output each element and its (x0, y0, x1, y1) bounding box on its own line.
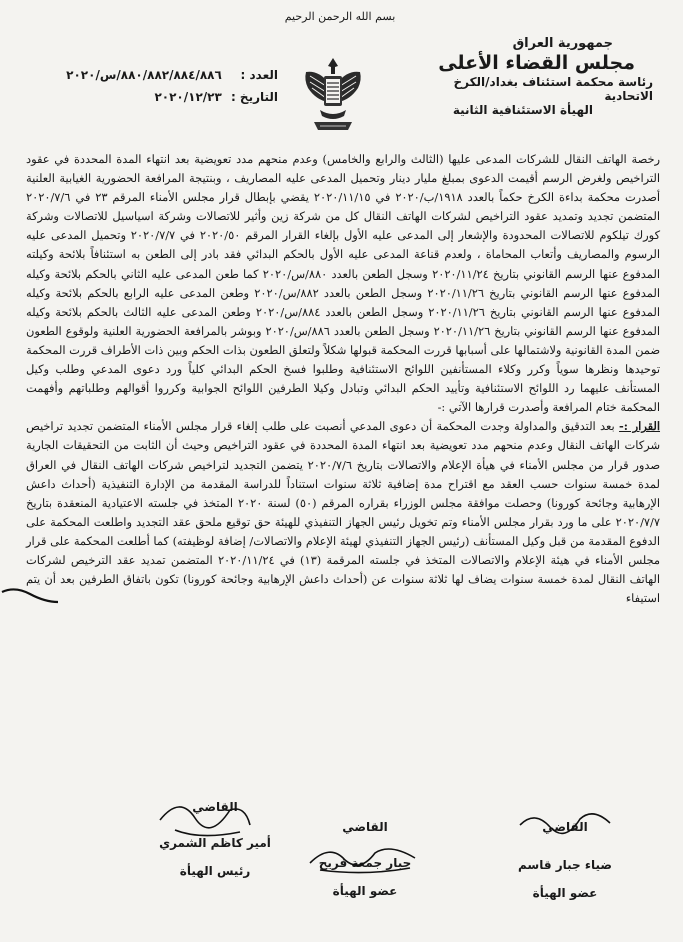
signature-name: جبار جمعة فريح (318, 856, 412, 870)
decision-text: بعد التدقيق والمداولة وجدت المحكمة أن دعوى المدعي أنصبت على طلب إلغاء قرار مجلس الأمناء المتضمن تجديد تراخيص شركات الهاتف النقال وعدم منحهم مدد تعويضية بعد انتهاء المدة المحددة في عقود التراخيص وحيث أن الثابت من التحقيقات الجارية صدور قرار من مجلس الأمناء في هيأة الإعلام والاتصالات بتاريخ ٢٠٢٠/٧/٦ يتضمن التجديد لتراخيص شركات الهاتف النقال في العراق لمدة خمسة سنوات حسب العقد مع اقتراح مدة إضافية ثلاثة سنوات استناداً للدراسة المقدمة من الإدارة التنفيذية (أحداث داعش الإرهابية وجائحة كورونا) وحصلت موافقة مجلس الوزراء بقراره المرقم (٥٠) لسنة ٢٠٢٠ المتخذ في جلسته الاعتيادية المنعقدة بتاريخ ٢٠٢٠/٧/٧ على ما ورد بقرار مجلس الأمناء وتم تخويل رئيس الجهاز التنفيذي للهيئة حق توقيع ملحق عقد التجديد واطلعت المحكمة على الدفوع المقدمة من قبل وكيل المستأنف (رئيس الجهاز التنفيذي لهيئة الإعلام والاتصالات/ إضافة لوظيفته) كما أطلعت المحكمة على قرار مجلس الأمناء في هيئة الإعلام والاتصالات المتخذ في جلسته المرقمة (١٣) في ٢٠٢٠/١١/٢٤ المتضمن تمديد عقد الترخيص لشركات الهاتف النقال لمدة خمسة سنوات يضاف لها ثلاثة سنوات عن (أحداث داعش الإرهابية وجائحة كورونا) تكون باتفاق الطرفين بعد أن يتم استيفاء (26, 419, 661, 606)
handwritten-signature-icon (305, 838, 425, 878)
basmala: بسم الله الرحمن الرحيم (284, 10, 396, 23)
signature-role: رئيس الهيأة (179, 864, 251, 878)
iraq-eagle-emblem-icon (298, 52, 368, 137)
judgment-paragraph-decision (26, 417, 660, 608)
signature-role: عضو الهيأة (332, 884, 398, 898)
signature-role: عضو الهيأة (532, 886, 598, 900)
case-number-value: ٨٨٠/٨٨٢/٨٨٤/٨٨٦/س/٢٠٢٠ (66, 68, 222, 82)
country-name: جمهورية العراق (512, 36, 613, 51)
signature-title: القاضي (192, 800, 238, 814)
judgment-paragraph-facts: رخصة الهاتف النقال للشركات المدعى عليها (الثالث والرابع والخامس) وعدم منحهم مدد تعويضية بعد انتهاء المدة المحددة في عقود التراخيص ولغرض الرسم أقيمت الدعوى بمبلغ مليار دينار وتحميل المدعى عليه المصاريف ، وبنتيجة المرافعة الحضورية الغيابية العلنية أصدرت محكمة بداءة الكرخ حكماً بالعدد ١٩١٨/ب/٢٠٢٠ في ٢٠٢٠/١١/١٥ يقضي بإبطال قرار مجلس الأمناء المرقم ٢٣ في ٢٠٢٠/٧/٦ المتضمن تجديد وتمديد عقود التراخيص لشركات الهاتف النقال كل من شركة زين وأثير للاتصالات وشركة اسياسيل للاتصالات وشركة كورك تيلكوم للاتصالات المحدودة والإشعار إلى المدعى عليه الأول بإلغاء القرار المرقم ٢٠٢٠/٥٠ في ٢٠٢٠/٧/٧ وتحميل المدعى عليه الرسوم والمصاريف وأتعاب المحاماة ، ولعدم قناعة المدعى عليه الأول بالحكم البدائي فقد بادر إلى الطعن به استئنافاً بلائحة وكيلته المدفوع عنها الرسم القانوني بتاريخ ٢٠٢٠/١١/٢٤ وسجل الطعن بالعدد ٨٨٠/س/٢٠٢٠ كما طعن المدعى عليه الثاني بالحكم بلائحة وكيله المدفوع عنها الرسم القانوني بتاريخ ٢٠٢٠/١١/٢٦ وسجل الطعن بالعدد ٨٨٢/س/٢٠٢٠ وطعن المدعى عليه الرابع بالحكم بلائحة وكيله المدفوع عنها الرسم القانوني بتاريخ ٢٠٢٠/١١/٢٦ وسجل الطعن بالعدد ٨٨٤/س/٢٠٢٠ وطعن المدعى عليه الثالث بالحكم بلائحة وكيله المدفوع عنها الرسم القانوني بتاريخ ٢٠٢٠/١١/٢٦ وسجل الطعن بالعدد ٨٨٦/س/٢٠٢٠ وبوشر بالمرافعة الحضورية العلنية ولوقوع الطعون ضمن المدة القانونية ولاشتمالها على أسبابها قررت المحكمة قبولها شكلاً ولتعلق الطعون بذات الحكم وبين ذات الأطراف قررت المحكمة توحيدها ونظرها سوياً وكرر وكلاء المستأنفين اللوائح الاستئنافية وطلبوا فسخ الحكم البدائي كلياً ورد دعوى المدعي وطلب وكيل المستأنف عليهما رد اللوائح الاستئنافية وتأييد الحكم البدائي وتبادل وكيلا الطرفين اللوائح الجوابية وكرروا أقوالهم وطلباتهم وأفهمت المحكمة ختام المرافعة وأصدرت قرارها الآتي :- (26, 152, 661, 415)
margin-pen-mark-icon (0, 572, 60, 612)
case-date-value: ٢٠٢٠/١٢/٢٣ (154, 90, 222, 104)
court-header (403, 36, 653, 117)
case-date-row (48, 86, 278, 108)
council-name: مجلس القضاء الأعلى (438, 52, 635, 74)
handwritten-signature-icon (515, 805, 615, 845)
presidency-name: رئاسة محكمة استئناف بغداد/الكرخ الاتحادية (453, 75, 653, 103)
signature-name: ضياء جبار قاسم (517, 858, 613, 872)
signature-title: القاضي (342, 820, 388, 834)
case-number-label: العدد : (240, 68, 278, 82)
signature-title: القاضي (542, 820, 588, 834)
panel-name: الهيأة الاستئنافية الثانية (452, 103, 593, 117)
case-number-row (48, 64, 278, 86)
case-date-label: التاريخ : (230, 90, 278, 104)
judgment-body (26, 150, 660, 608)
decision-label: القرار :- (619, 419, 661, 434)
reference-block (48, 64, 278, 108)
signature-name: أمير كاظم الشمري (159, 836, 271, 850)
handwritten-signature-icon (150, 790, 260, 845)
